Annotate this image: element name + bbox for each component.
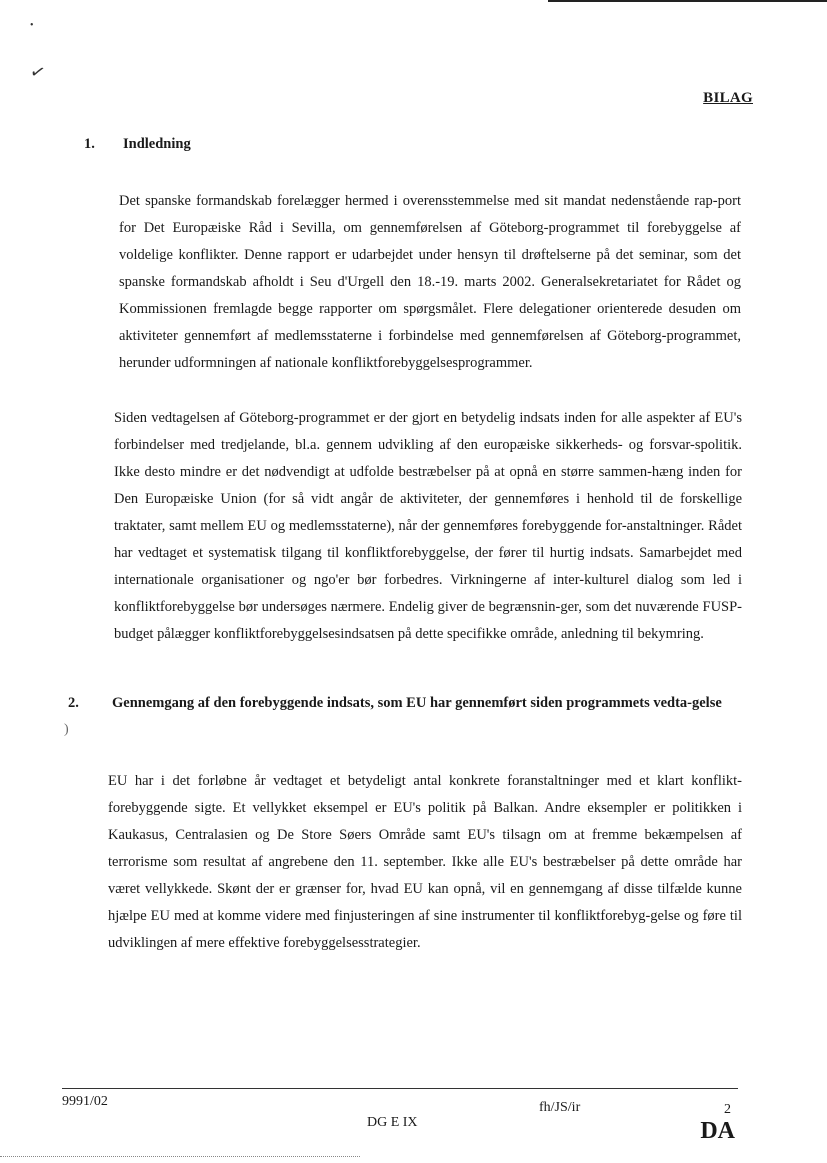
- section-number: 2.: [68, 695, 79, 711]
- footer-rule: [62, 1088, 738, 1089]
- scan-edge-line: [548, 0, 827, 2]
- scan-bottom-edge: [0, 1156, 360, 1161]
- section-number: 1.: [84, 136, 95, 152]
- margin-tick-mark: ✓: [27, 60, 48, 84]
- directorate-code: DG E IX: [367, 1115, 418, 1130]
- paragraph-intro-2: Siden vedtagelsen af Göteborg-programmet er der gjort en betydelig indsats inden for alle aspekter af EU's forbindelser med tredjelande, bl.a. gennem udvikling af den europæiske sikkerheds- og forsvar-spolitik. Ikke desto mindre er det nødvendigt at udfolde bestræbelser på at opnå en større sammen-hæng inden for Den Europæiske Union (for så vidt angår de aktiviteter, der gennemføres i henhold til de forskellige traktater, samt mellem EU og medlemsstaterne), når der gennemføres forebyggende for-anstaltninger. Rådet har vedtaget et systematisk tilgang til konfliktforebyggelse, der fører til hurtig indsats. Samarbejdet med internationale organisationer og ngo'er bør forbedres. Virkningerne af inter-kulturel dialog som led i konfliktforebyggelse bør undersøges nærmere. Endelig giver de begrænsnin-ger, som det nuværende FUSP-budget pålægger konfliktforebyggelsesindsatsen på dette specifikke område, anledning til bekymring.: [114, 410, 742, 642]
- language-code: DA: [700, 1118, 735, 1144]
- margin-paren-mark: ): [64, 722, 69, 737]
- annex-label: BILAG: [703, 90, 753, 106]
- document-number: 9991/02: [62, 1094, 108, 1109]
- paragraph-intro-1: Det spanske formandskab forelægger hermed i overensstemmelse med sit mandat nedenstående rap-port for Det Europæiske Råd i Sevilla, om gennemførelsen af Göteborg-programmet til forebyggelse af voldelige konflikter. Denne rapport er udarbejdet under hensyn til drøftelserne på det seminar, som det spanske formandskab afholdt i Seu d'Urgell den 18.-19. marts 2002. Generalsekretariatet for Rådet og Kommissionen fremlagde begge rapporter om spørgsmålet. Flere delegationer orienterede desuden om aktiviteter gennemført af medlemsstaterne i forbindelse med gennemførelsen af Göteborg-programmet, herunder udformningen af nationale konfliktforebyggelsesprogrammer.: [119, 193, 741, 371]
- scan-dot: •: [30, 20, 34, 31]
- page-number: 2: [724, 1102, 731, 1117]
- section-title: Indledning: [123, 136, 191, 152]
- author-initials: fh/JS/ir: [539, 1100, 581, 1115]
- section-title: Gennemgang af den forebyggende indsats, som EU har gennemført siden programmets vedta-gelse: [112, 695, 722, 711]
- paragraph-review-1: EU har i det forløbne år vedtaget et betydeligt antal konkrete foranstaltninger med et klart konflikt-forebyggende sigte. Et vellykket eksempel er EU's politik på Balkan. Andre eksempler er politikken i Kaukasus, Centralasien og De Store Søers Område samt EU's tilsagn om at fremme bekæmpelsen af terrorisme som resultat af angrebene den 11. september. Ikke alle EU's bestræbelser på dette område har været vellykkede. Skønt der er grænser for, hvad EU kan opnå, vil en gennemgang af disse tilfælde kunne hjælpe EU med at komme videre med finjusteringen af sine instrumenter til konfliktforebyg-gelse og føre til udviklingen af mere effektive forebyggelsesstrategier.: [108, 773, 742, 951]
